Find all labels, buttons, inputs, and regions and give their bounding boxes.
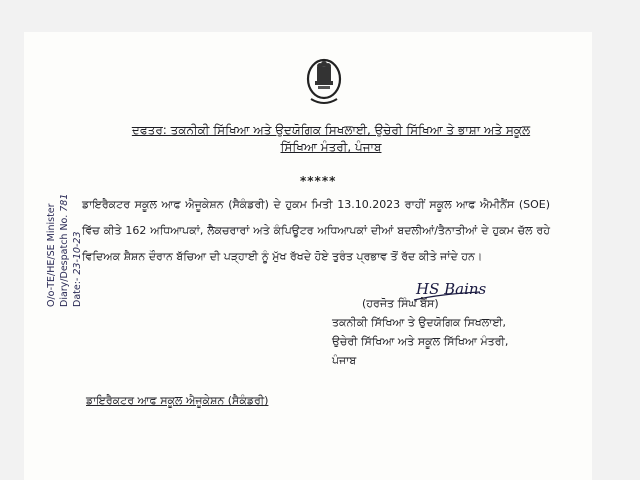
heading-line-1: ਦਫਤਰ: ਤਕਨੀਕੀ ਸਿੱਖਿਆ ਅਤੇ ਉਦਯੋਗਿਕ ਸਿਖਲਾਈ, ਉਚੇਰੀ ਸਿੱਖਿਆ ਤੇ ਭਾਸ਼ਾ ਅਤੇ ਸਕੂਲ bbox=[131, 123, 531, 137]
order-paragraph: ਡਾਇਰੈਕਟਰ ਸਕੂਲ ਆਫ ਐਜੂਕੇਸ਼ਨ (ਸੈਕੰਡਰੀ) ਦੇ ਹੁਕਮ ਮਿਤੀ 13.10.2023 ਰਾਹੀਂ ਸਕੂਲ ਆਫ ਐਮੀਨੈਂਸ (SOE) ਵਿੱਚ ਕੀਤੇ 162 ਅਧਿਆਪਕਾਂ, ਲੈਕਚਰਾਰਾਂ ਅਤੇ ਕੰਪਿਊਟਰ ਅਧਿਆਪਕਾਂ ਦੀਆਂ ਬਦਲੀਆਂ/ਤੈਨਾਤੀਆਂ ਦੇ ਹੁਕਮ ਚੱਲ ਰਹੇ ਵਿਦਿਅਕ ਸ਼ੈਸ਼ਨ ਦੌਰਾਨ ਬੱਚਿਆ ਦੀ ਪੜ੍ਹਾਈ ਨੂੰ ਮੁੱਖ ਰੱਖਦੇ ਹੋਏ ਤੁਰੰਤ ਪ੍ਰਭਾਵ ਤੋਂ ਰੱਦ ਕੀਤੇ ਜਾਂਦੇ ਹਨ। bbox=[82, 198, 550, 263]
heading-line-2: ਸਿੱਖਿਆ ਮੰਤਰੀ, ਪੰਜਾਬ bbox=[280, 140, 382, 154]
letterhead bbox=[96, 122, 566, 156]
signatory-name: (ਹਰਜੋਤ ਸਿੰਘ ਬੈਂਸ) bbox=[362, 297, 439, 310]
stamp-date: 23-10-23 bbox=[72, 231, 83, 275]
diary-stamp bbox=[46, 195, 86, 315]
recipient: ਡਾਇਰੈਕਟਰ ਆਫ ਸਕੂਲ ਐਜੂਕੇਸ਼ਨ (ਸੈਕੰਡਰੀ) bbox=[86, 394, 269, 407]
signatory-block bbox=[332, 294, 562, 370]
stamp-diary-number: 781 bbox=[59, 193, 70, 212]
designation-line-3: ਪੰਜਾਬ bbox=[332, 354, 357, 367]
designation-line-2: ਉਚੇਰੀ ਸਿੱਖਿਆ ਅਤੇ ਸਕੂਲ ਸਿੱਖਿਆ ਮੰਤਰੀ, bbox=[332, 335, 509, 348]
stamp-date-label: Date:- bbox=[72, 277, 83, 307]
designation-line-1: ਤਕਨੀਕੀ ਸਿੱਖਿਆ ਤੇ ਉਦਯੋਗਿਕ ਸਿਖਲਾਈ, bbox=[332, 316, 507, 329]
stamp-office: O/o-TE/HE/SE Minister bbox=[46, 203, 57, 307]
signature-text: HS Bains bbox=[416, 280, 487, 298]
separator: ***** bbox=[300, 174, 337, 188]
stamp-diary-row bbox=[59, 194, 70, 307]
state-emblem-icon bbox=[305, 57, 343, 107]
stamp-diary-label: Diary/Despatch No. bbox=[59, 214, 70, 307]
